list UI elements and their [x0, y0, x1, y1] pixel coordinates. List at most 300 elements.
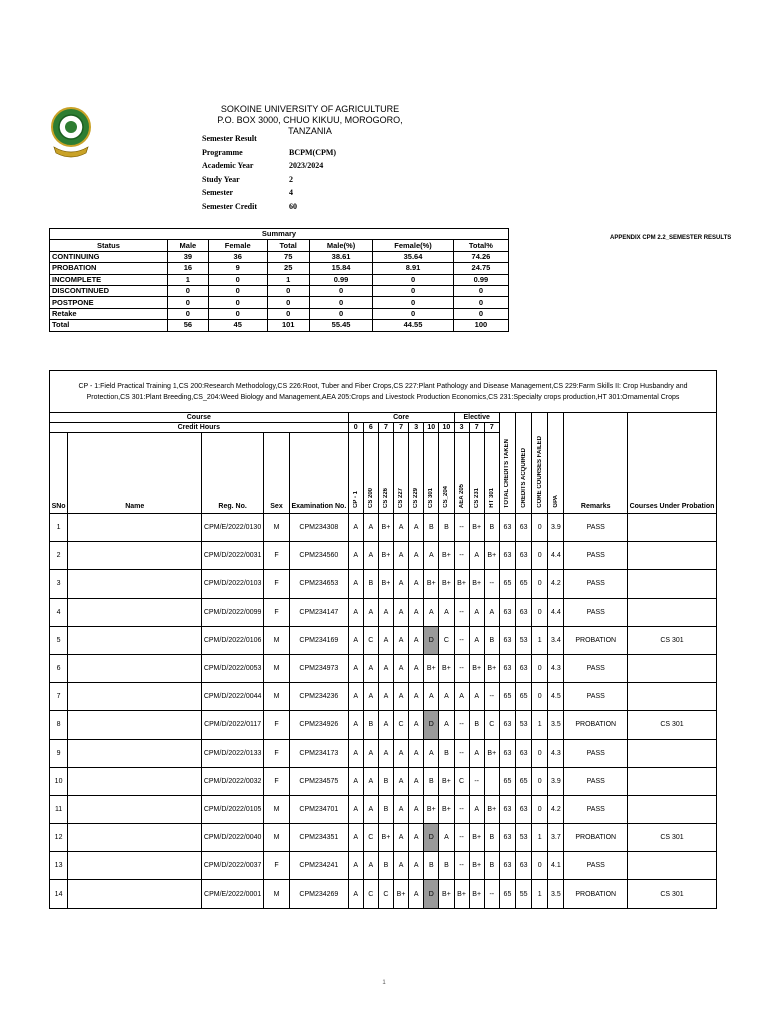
course-code: CS 231 [473, 487, 480, 508]
summary-value: 25 [267, 263, 309, 274]
summary-value: 0 [208, 285, 267, 296]
meta-value: 2 [289, 174, 293, 184]
grade-cell: A [363, 739, 378, 767]
cell-remarks: PASS [564, 683, 628, 711]
summary-value: 56 [167, 320, 208, 331]
meta-value: 60 [289, 201, 297, 211]
cell-gpa: 4.4 [548, 598, 564, 626]
course-code: CS 229 [413, 487, 420, 508]
cell-name [68, 711, 202, 739]
meta-value: 2023/2024 [289, 161, 324, 170]
grade-cell: B+ [469, 824, 484, 852]
credit-hours: 7 [378, 423, 393, 433]
course-code-header [348, 433, 363, 514]
table-row [50, 795, 717, 823]
cell-name [68, 683, 202, 711]
cell-acq: 55 [516, 880, 532, 908]
cell-acq: 53 [516, 626, 532, 654]
course-label: Course [50, 413, 349, 423]
cell-remarks: PROBATION [564, 880, 628, 908]
summary-value: 0 [267, 297, 309, 308]
table-row [50, 767, 717, 795]
grade-cell: A [409, 542, 424, 570]
grade-cell: B+ [378, 824, 393, 852]
cell-acq: 63 [516, 542, 532, 570]
grade-cell: A [409, 598, 424, 626]
meta-row [202, 132, 336, 146]
cell-acq: 63 [516, 795, 532, 823]
grade-cell: A [424, 542, 439, 570]
summary-value: 0 [267, 285, 309, 296]
cell-probation [628, 542, 717, 570]
cell-name [68, 598, 202, 626]
summary-value: 0 [309, 308, 372, 319]
summary-value: 45 [208, 320, 267, 331]
cell-name [68, 795, 202, 823]
summary-col-header: Male(%) [309, 240, 372, 251]
table-row [50, 654, 717, 682]
cell-gpa: 4.1 [548, 852, 564, 880]
cell-sex: F [263, 711, 289, 739]
table-row [50, 683, 717, 711]
cell-exam: CPM234973 [290, 654, 349, 682]
university-logo [50, 103, 92, 163]
university-name: SOKOINE UNIVERSITY OF AGRICULTURE [220, 104, 400, 114]
cell-acq: 53 [516, 711, 532, 739]
cell-exam: CPM234351 [290, 824, 349, 852]
cell-exam: CPM234241 [290, 852, 349, 880]
grade-cell: B+ [469, 654, 484, 682]
grade-cell: A [394, 739, 409, 767]
cell-reg: CPM/D/2022/0044 [202, 683, 264, 711]
cell-failed: 0 [532, 683, 548, 711]
col-header: Reg. No. [202, 433, 264, 514]
summary-value: 0 [373, 308, 454, 319]
table-row [50, 852, 717, 880]
grade-cell: A [484, 598, 499, 626]
summary-value: 1 [267, 274, 309, 285]
cell-reg: CPM/E/2022/0130 [202, 514, 264, 542]
cell-reg: CPM/D/2022/0099 [202, 598, 264, 626]
cell-acq: 63 [516, 598, 532, 626]
summary-value: 39 [167, 251, 208, 262]
grade-cell: B [363, 711, 378, 739]
cell-failed: 0 [532, 795, 548, 823]
cell-failed: 1 [532, 824, 548, 852]
grade-cell: A [348, 795, 363, 823]
credit-hours: 7 [469, 423, 484, 433]
meta-key: Semester Credit [202, 201, 258, 211]
credit-hours: 10 [424, 423, 439, 433]
grade-cell: -- [454, 711, 469, 739]
summary-value: 0 [373, 285, 454, 296]
cell-sex: F [263, 739, 289, 767]
grade-cell: -- [454, 824, 469, 852]
cell-exam: CPM234308 [290, 514, 349, 542]
grade-cell: A [363, 852, 378, 880]
cell-remarks: PASS [564, 542, 628, 570]
cell-acq: 63 [516, 654, 532, 682]
cell-probation [628, 514, 717, 542]
cell-remarks: PASS [564, 852, 628, 880]
grade-cell: A [348, 626, 363, 654]
cell-exam: CPM234173 [290, 739, 349, 767]
course-code: CP - 1 [352, 491, 359, 508]
cell-gpa: 3.9 [548, 514, 564, 542]
cell-sno: 9 [50, 739, 68, 767]
cell-probation [628, 598, 717, 626]
grade-cell: A [469, 683, 484, 711]
summary-col-header: Male [167, 240, 208, 251]
grade-cell: A [363, 795, 378, 823]
cell-failed: 0 [532, 542, 548, 570]
col-core-failed: CORE COURSES FAILED [532, 413, 548, 514]
summary-value: 75 [267, 251, 309, 262]
summary-value: 0 [208, 297, 267, 308]
grade-cell: C [363, 824, 378, 852]
summary-value: 0 [309, 297, 372, 308]
cell-gpa: 4.4 [548, 542, 564, 570]
cell-acq: 63 [516, 852, 532, 880]
cell-sno: 10 [50, 767, 68, 795]
cell-failed: 0 [532, 570, 548, 598]
meta-key: Academic Year [202, 161, 254, 170]
credit-hours: 7 [484, 423, 499, 433]
grade-cell: B+ [378, 542, 393, 570]
grade-cell: A [378, 626, 393, 654]
cell-taken: 65 [499, 767, 515, 795]
grade-cell: A [378, 654, 393, 682]
grade-cell: A [348, 654, 363, 682]
grade-cell: B [439, 852, 454, 880]
grade-cell: A [439, 824, 454, 852]
summary-value: 8.91 [373, 263, 454, 274]
cell-gpa: 4.5 [548, 683, 564, 711]
cell-failed: 0 [532, 739, 548, 767]
course-code: AEA 205 [458, 483, 465, 508]
cell-reg: CPM/D/2022/0117 [202, 711, 264, 739]
cell-sno: 6 [50, 654, 68, 682]
grade-cell: A [409, 795, 424, 823]
cell-sex: M [263, 683, 289, 711]
grade-cell: -- [454, 626, 469, 654]
meta-key: Semester Result [202, 134, 257, 143]
grade-cell: B [424, 767, 439, 795]
cell-taken: 63 [499, 542, 515, 570]
summary-col-header: Female(%) [373, 240, 454, 251]
cell-sex: F [263, 767, 289, 795]
grade-cell: A [394, 654, 409, 682]
cell-sex: M [263, 824, 289, 852]
grade-cell: A [409, 683, 424, 711]
grade-cell: A [424, 739, 439, 767]
cell-gpa: 3.7 [548, 824, 564, 852]
grade-cell: D [424, 880, 439, 908]
grade-cell: D [424, 626, 439, 654]
grade-cell: B+ [439, 542, 454, 570]
grade-cell: C [439, 626, 454, 654]
cell-name [68, 514, 202, 542]
cell-sex: F [263, 598, 289, 626]
grade-cell: -- [454, 739, 469, 767]
summary-value: 0 [167, 308, 208, 319]
grade-cell: B [484, 626, 499, 654]
cell-remarks: PROBATION [564, 824, 628, 852]
summary-value: 35.64 [373, 251, 454, 262]
course-code-header [424, 433, 439, 514]
credit-hours-label: Credit Hours [50, 423, 349, 433]
cell-acq: 65 [516, 767, 532, 795]
page-number: 1 [382, 980, 386, 986]
grade-cell: A [348, 570, 363, 598]
summary-col-header: Total [267, 240, 309, 251]
summary-value: 0 [167, 297, 208, 308]
grade-cell: B+ [484, 654, 499, 682]
grade-cell: B [378, 767, 393, 795]
grade-cell: B [439, 739, 454, 767]
grade-cell: B+ [454, 570, 469, 598]
grade-cell: A [439, 711, 454, 739]
grade-cell: A [348, 542, 363, 570]
grade-cell: A [363, 654, 378, 682]
table-row [50, 739, 717, 767]
summary-value: 38.61 [309, 251, 372, 262]
cell-sno: 13 [50, 852, 68, 880]
grade-cell: A [394, 514, 409, 542]
grade-cell: -- [484, 683, 499, 711]
summary-value: 0 [453, 297, 508, 308]
grade-cell: B+ [469, 514, 484, 542]
summary-value: 16 [167, 263, 208, 274]
credit-hours: 10 [439, 423, 454, 433]
credit-hours: 6 [363, 423, 378, 433]
grade-cell: A [394, 795, 409, 823]
meta-value: BCPM(CPM) [289, 147, 337, 157]
course-code: HT 301 [488, 488, 495, 508]
cell-sno: 1 [50, 514, 68, 542]
cell-taken: 63 [499, 795, 515, 823]
grade-cell: B [424, 852, 439, 880]
summary-value: 74.26 [453, 251, 508, 262]
col-credits-acquired: CREDITS ACQUIRED [516, 413, 532, 514]
cell-gpa: 3.4 [548, 626, 564, 654]
grade-cell: B+ [378, 514, 393, 542]
grade-cell: B+ [439, 795, 454, 823]
grade-cell: B [439, 514, 454, 542]
summary-row [50, 308, 509, 319]
summary-col-header: Total% [453, 240, 508, 251]
cell-taken: 63 [499, 514, 515, 542]
cell-gpa: 4.2 [548, 570, 564, 598]
cell-name [68, 626, 202, 654]
grade-cell: -- [484, 880, 499, 908]
cell-reg: CPM/D/2022/0133 [202, 739, 264, 767]
table-row [50, 626, 717, 654]
summary-value: 0 [208, 274, 267, 285]
cell-sno: 12 [50, 824, 68, 852]
grade-cell: B+ [378, 570, 393, 598]
col-remarks: Remarks [564, 413, 628, 514]
course-code-header [409, 433, 424, 514]
grade-cell: C [363, 880, 378, 908]
col-header: Examination No. [290, 433, 349, 514]
grade-cell: C [378, 880, 393, 908]
cell-sex: F [263, 852, 289, 880]
grade-cell: A [439, 598, 454, 626]
course-code-header [439, 433, 454, 514]
meta-row [202, 186, 336, 200]
grade-cell: A [394, 852, 409, 880]
grade-cell: B+ [469, 852, 484, 880]
cell-failed: 0 [532, 514, 548, 542]
summary-table [49, 228, 509, 332]
meta-value: 4 [289, 188, 293, 197]
grade-cell: A [469, 739, 484, 767]
cell-taken: 65 [499, 570, 515, 598]
cell-probation: CS 301 [628, 626, 717, 654]
cell-reg: CPM/D/2022/0105 [202, 795, 264, 823]
grade-cell: B+ [439, 880, 454, 908]
summary-status: CONTINUING [50, 251, 168, 262]
summary-value: 0 [267, 308, 309, 319]
cell-gpa: 4.2 [548, 795, 564, 823]
meta-row [202, 159, 336, 173]
summary-row [50, 297, 509, 308]
meta-row [202, 173, 336, 187]
cell-exam: CPM234653 [290, 570, 349, 598]
summary-value: 24.75 [453, 263, 508, 274]
grade-cell: A [409, 654, 424, 682]
grade-cell: A [454, 683, 469, 711]
elective-label: Elective [454, 413, 499, 423]
cell-reg: CPM/D/2022/0053 [202, 654, 264, 682]
grade-cell: D [424, 824, 439, 852]
cell-failed: 0 [532, 598, 548, 626]
summary-value: 0 [167, 285, 208, 296]
cell-gpa: 3.5 [548, 711, 564, 739]
summary-value: 0 [453, 308, 508, 319]
col-header: Name [68, 433, 202, 514]
cell-sex: M [263, 795, 289, 823]
grade-cell: B+ [394, 880, 409, 908]
grade-cell: A [394, 598, 409, 626]
cell-acq: 53 [516, 824, 532, 852]
credit-hours: 3 [409, 423, 424, 433]
cell-gpa: 4.3 [548, 739, 564, 767]
grade-cell: B [484, 514, 499, 542]
cell-sno: 14 [50, 880, 68, 908]
cell-exam: CPM234169 [290, 626, 349, 654]
grade-cell: A [394, 767, 409, 795]
grade-cell: A [469, 542, 484, 570]
grade-cell: -- [484, 570, 499, 598]
grade-cell: A [469, 626, 484, 654]
summary-col-header: Status [50, 240, 168, 251]
cell-taken: 63 [499, 824, 515, 852]
grade-cell: A [409, 626, 424, 654]
grade-cell: A [439, 683, 454, 711]
grade-cell: B+ [469, 570, 484, 598]
summary-row [50, 251, 509, 262]
col-probation: Courses Under Probation [628, 413, 717, 514]
grade-cell: A [348, 711, 363, 739]
summary-col-header: Female [208, 240, 267, 251]
col-total-credits: TOTAL CREDITS TAKEN [499, 413, 515, 514]
summary-status: Total [50, 320, 168, 331]
course-code: CS 227 [398, 487, 405, 508]
grade-cell: A [424, 683, 439, 711]
cell-exam: CPM234575 [290, 767, 349, 795]
cell-reg: CPM/D/2022/0106 [202, 626, 264, 654]
summary-row [50, 274, 509, 285]
grade-cell: -- [469, 767, 484, 795]
course-code-header [469, 433, 484, 514]
grade-cell: B+ [439, 767, 454, 795]
course-code: CS 226 [382, 487, 389, 508]
course-code-header [454, 433, 469, 514]
cell-remarks: PASS [564, 514, 628, 542]
course-legend: CP - 1:Field Practical Training 1,CS 200:Research Methodology,CS 226:Root, Tuber and Fiber Crops,CS 227:Plant Pathology and Disease Management,CS 229:Farm Skills II: Crop Husbandry and Protection,CS 301:Plant Breeding,CS_204:Weed Biology and Management,AEA 205:Crops and Livestock Production Economics,CS 231:Specialty crops production,HT 301:Ornamental Crops [50, 371, 717, 413]
grade-cell: A [348, 852, 363, 880]
grade-cell: A [378, 711, 393, 739]
results-table [49, 370, 717, 909]
credit-hours: 3 [454, 423, 469, 433]
grade-cell: A [378, 683, 393, 711]
summary-row [50, 263, 509, 274]
cell-remarks: PASS [564, 654, 628, 682]
cell-remarks: PROBATION [564, 626, 628, 654]
summary-value: 0.99 [453, 274, 508, 285]
cell-probation [628, 654, 717, 682]
cell-gpa: 4.3 [548, 654, 564, 682]
credit-hours: 7 [394, 423, 409, 433]
grade-cell: A [363, 514, 378, 542]
cell-sex: M [263, 880, 289, 908]
cell-acq: 65 [516, 683, 532, 711]
cell-sno: 3 [50, 570, 68, 598]
cell-name [68, 739, 202, 767]
grade-cell: B+ [424, 795, 439, 823]
summary-status: DISCONTINUED [50, 285, 168, 296]
cell-probation: CS 301 [628, 711, 717, 739]
table-row [50, 514, 717, 542]
cell-taken: 63 [499, 626, 515, 654]
grade-cell: A [409, 711, 424, 739]
grade-cell: A [348, 514, 363, 542]
table-row [50, 824, 717, 852]
cell-sex: F [263, 542, 289, 570]
grade-cell: A [394, 542, 409, 570]
cell-reg: CPM/D/2022/0032 [202, 767, 264, 795]
course-code-header [394, 433, 409, 514]
grade-cell: A [378, 739, 393, 767]
cell-acq: 65 [516, 570, 532, 598]
cell-failed: 1 [532, 880, 548, 908]
grade-cell: B+ [439, 654, 454, 682]
cell-remarks: PROBATION [564, 711, 628, 739]
grade-cell: B+ [424, 654, 439, 682]
cell-name [68, 570, 202, 598]
grade-cell: A [469, 795, 484, 823]
grade-cell: A [469, 598, 484, 626]
cell-sno: 8 [50, 711, 68, 739]
cell-taken: 63 [499, 852, 515, 880]
cell-name [68, 767, 202, 795]
grade-cell: B+ [484, 795, 499, 823]
grade-cell: B [484, 852, 499, 880]
cell-sex: M [263, 626, 289, 654]
cell-remarks: PASS [564, 739, 628, 767]
